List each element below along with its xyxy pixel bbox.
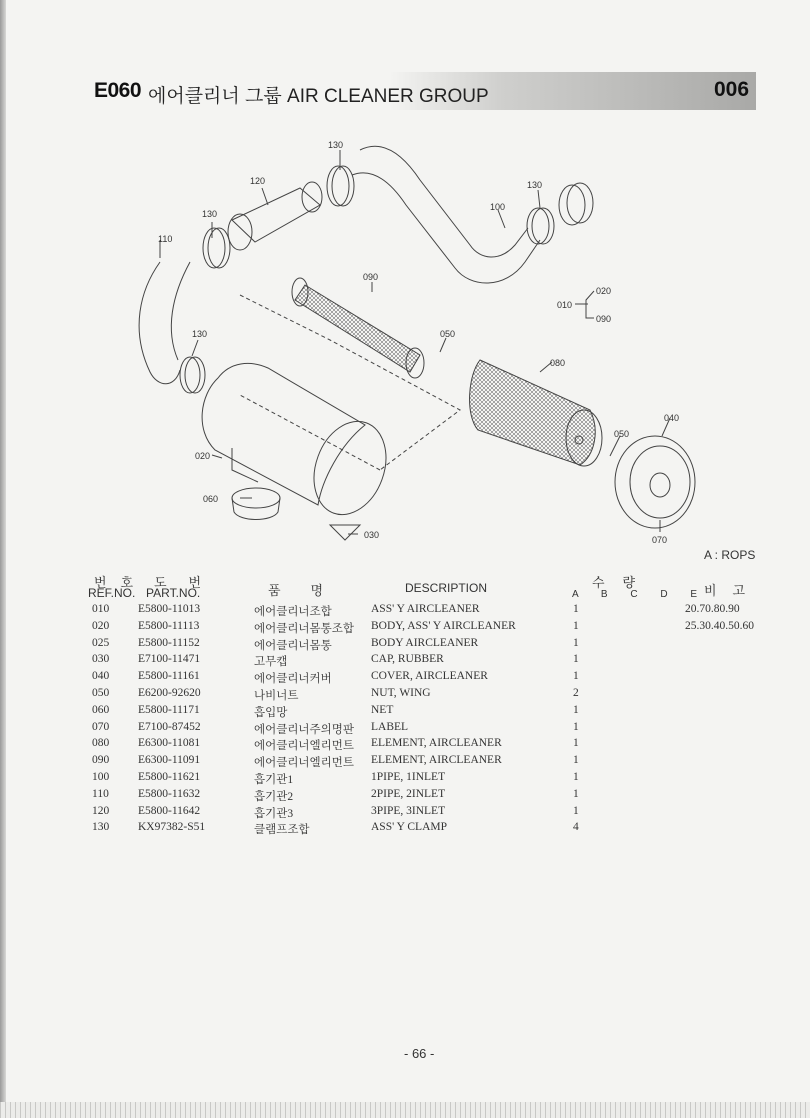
header-part-kor: 도번 <box>154 575 224 590</box>
clamp-left <box>203 228 225 268</box>
callout-070: 070 <box>652 535 668 545</box>
callout-120: 120 <box>250 176 266 186</box>
callout-110: 110 <box>158 234 173 244</box>
callout-080: 080 <box>550 358 566 368</box>
callout-060: 060 <box>203 494 219 504</box>
cleaner-cover <box>615 436 695 528</box>
section-page-code: 006 <box>714 78 750 101</box>
callout-090-sub: 090 <box>596 314 612 324</box>
header-description: DESCRIPTION <box>405 581 488 595</box>
callout-010: 010 <box>557 300 573 310</box>
scan-noise-strip <box>0 1102 810 1118</box>
element-outer <box>470 360 602 466</box>
callout-130-lower: 130 <box>192 329 208 339</box>
table-row: 100 E5800-11621 흡기관1 1PIPE, 1INLET 1 <box>92 770 579 786</box>
callout-020-sub: 020 <box>596 286 612 296</box>
table-row: 080 E6300-11081 에어클리너엘리먼트 ELEMENT, AIRCLEANER 1 <box>92 737 579 753</box>
table-row: 090 E6300-11091 에어클리너엘리먼트 ELEMENT, AIRCLEANER 1 <box>92 754 579 770</box>
table-row: 040 E5800-11161 에어클리너커버 COVER, AIRCLEANER 1 <box>92 670 579 686</box>
inlet-pipe-2 <box>139 262 180 384</box>
rops-note: A : ROPS <box>704 548 756 562</box>
table-row: 130 KX97382-S51 클램프조합 ASS' Y CLAMP 4 <box>92 821 579 837</box>
page-number: - 66 - <box>404 1046 435 1061</box>
callout-030: 030 <box>364 530 380 540</box>
rubber-cap <box>330 525 360 540</box>
callout-020: 020 <box>195 451 211 461</box>
callout-050-lower: 050 <box>614 429 630 439</box>
callout-050-upper: 050 <box>440 329 456 339</box>
callout-130-top: 130 <box>328 140 344 150</box>
header-ref-kor: 번호 <box>94 575 148 590</box>
table-row: 010 E5800-11013 에어클리너조합 ASS' Y AIRCLEANER 1 20.70.80.90 <box>92 603 740 618</box>
callout-100: 100 <box>490 202 506 212</box>
inlet-net <box>232 488 280 508</box>
header-qty-cols: A B C D E <box>572 589 708 600</box>
table-row: 070 E7100-87452 에어클리너주의명판 LABEL 1 <box>92 720 579 736</box>
header-name-kor: 품명 <box>268 583 354 598</box>
element-inner <box>292 278 424 378</box>
table-row: 020 E5800-11113 에어클리너몸통조합 BODY, ASS' Y AIRCLEANER 1 25.30.40.50.60 <box>92 619 754 635</box>
header-qty-kor: 수량 <box>592 575 654 590</box>
clamp-lower <box>180 357 200 393</box>
header-ref: REF.NO. <box>88 586 136 600</box>
table-row: 110 E5800-11632 흡기관2 2PIPE, 2INLET 1 <box>92 787 579 803</box>
callout-090: 090 <box>363 272 379 282</box>
parts-table <box>88 603 768 838</box>
callout-130-right: 130 <box>527 180 543 190</box>
table-row: 030 E7100-11471 고무캡 CAP, RUBBER 1 <box>92 653 579 669</box>
table-row: 060 E5800-11171 흡입망 NET 1 <box>92 703 579 719</box>
inlet-pipe-3 <box>232 188 320 242</box>
clamp-right <box>527 208 549 244</box>
callout-130-left: 130 <box>202 209 218 219</box>
section-title: 에어클리너 그룹 AIR CLEANER GROUP <box>148 86 489 107</box>
table-row: 120 E5800-11642 흡기관3 3PIPE, 3INLET 1 <box>92 804 579 820</box>
section-code: E060 <box>94 79 142 102</box>
table-row: 025 E5800-11152 에어클리너몸통 BODY AIRCLEANER 1 <box>92 636 579 652</box>
table-row: 050 E6200-92620 나비너트 NUT, WING 2 <box>92 686 579 702</box>
header-remarks-kor: 비고 <box>704 583 762 598</box>
clamp-top <box>327 166 349 206</box>
callout-040: 040 <box>664 413 680 423</box>
cleaner-body <box>202 363 365 505</box>
header-part: PART.NO. <box>146 586 201 600</box>
